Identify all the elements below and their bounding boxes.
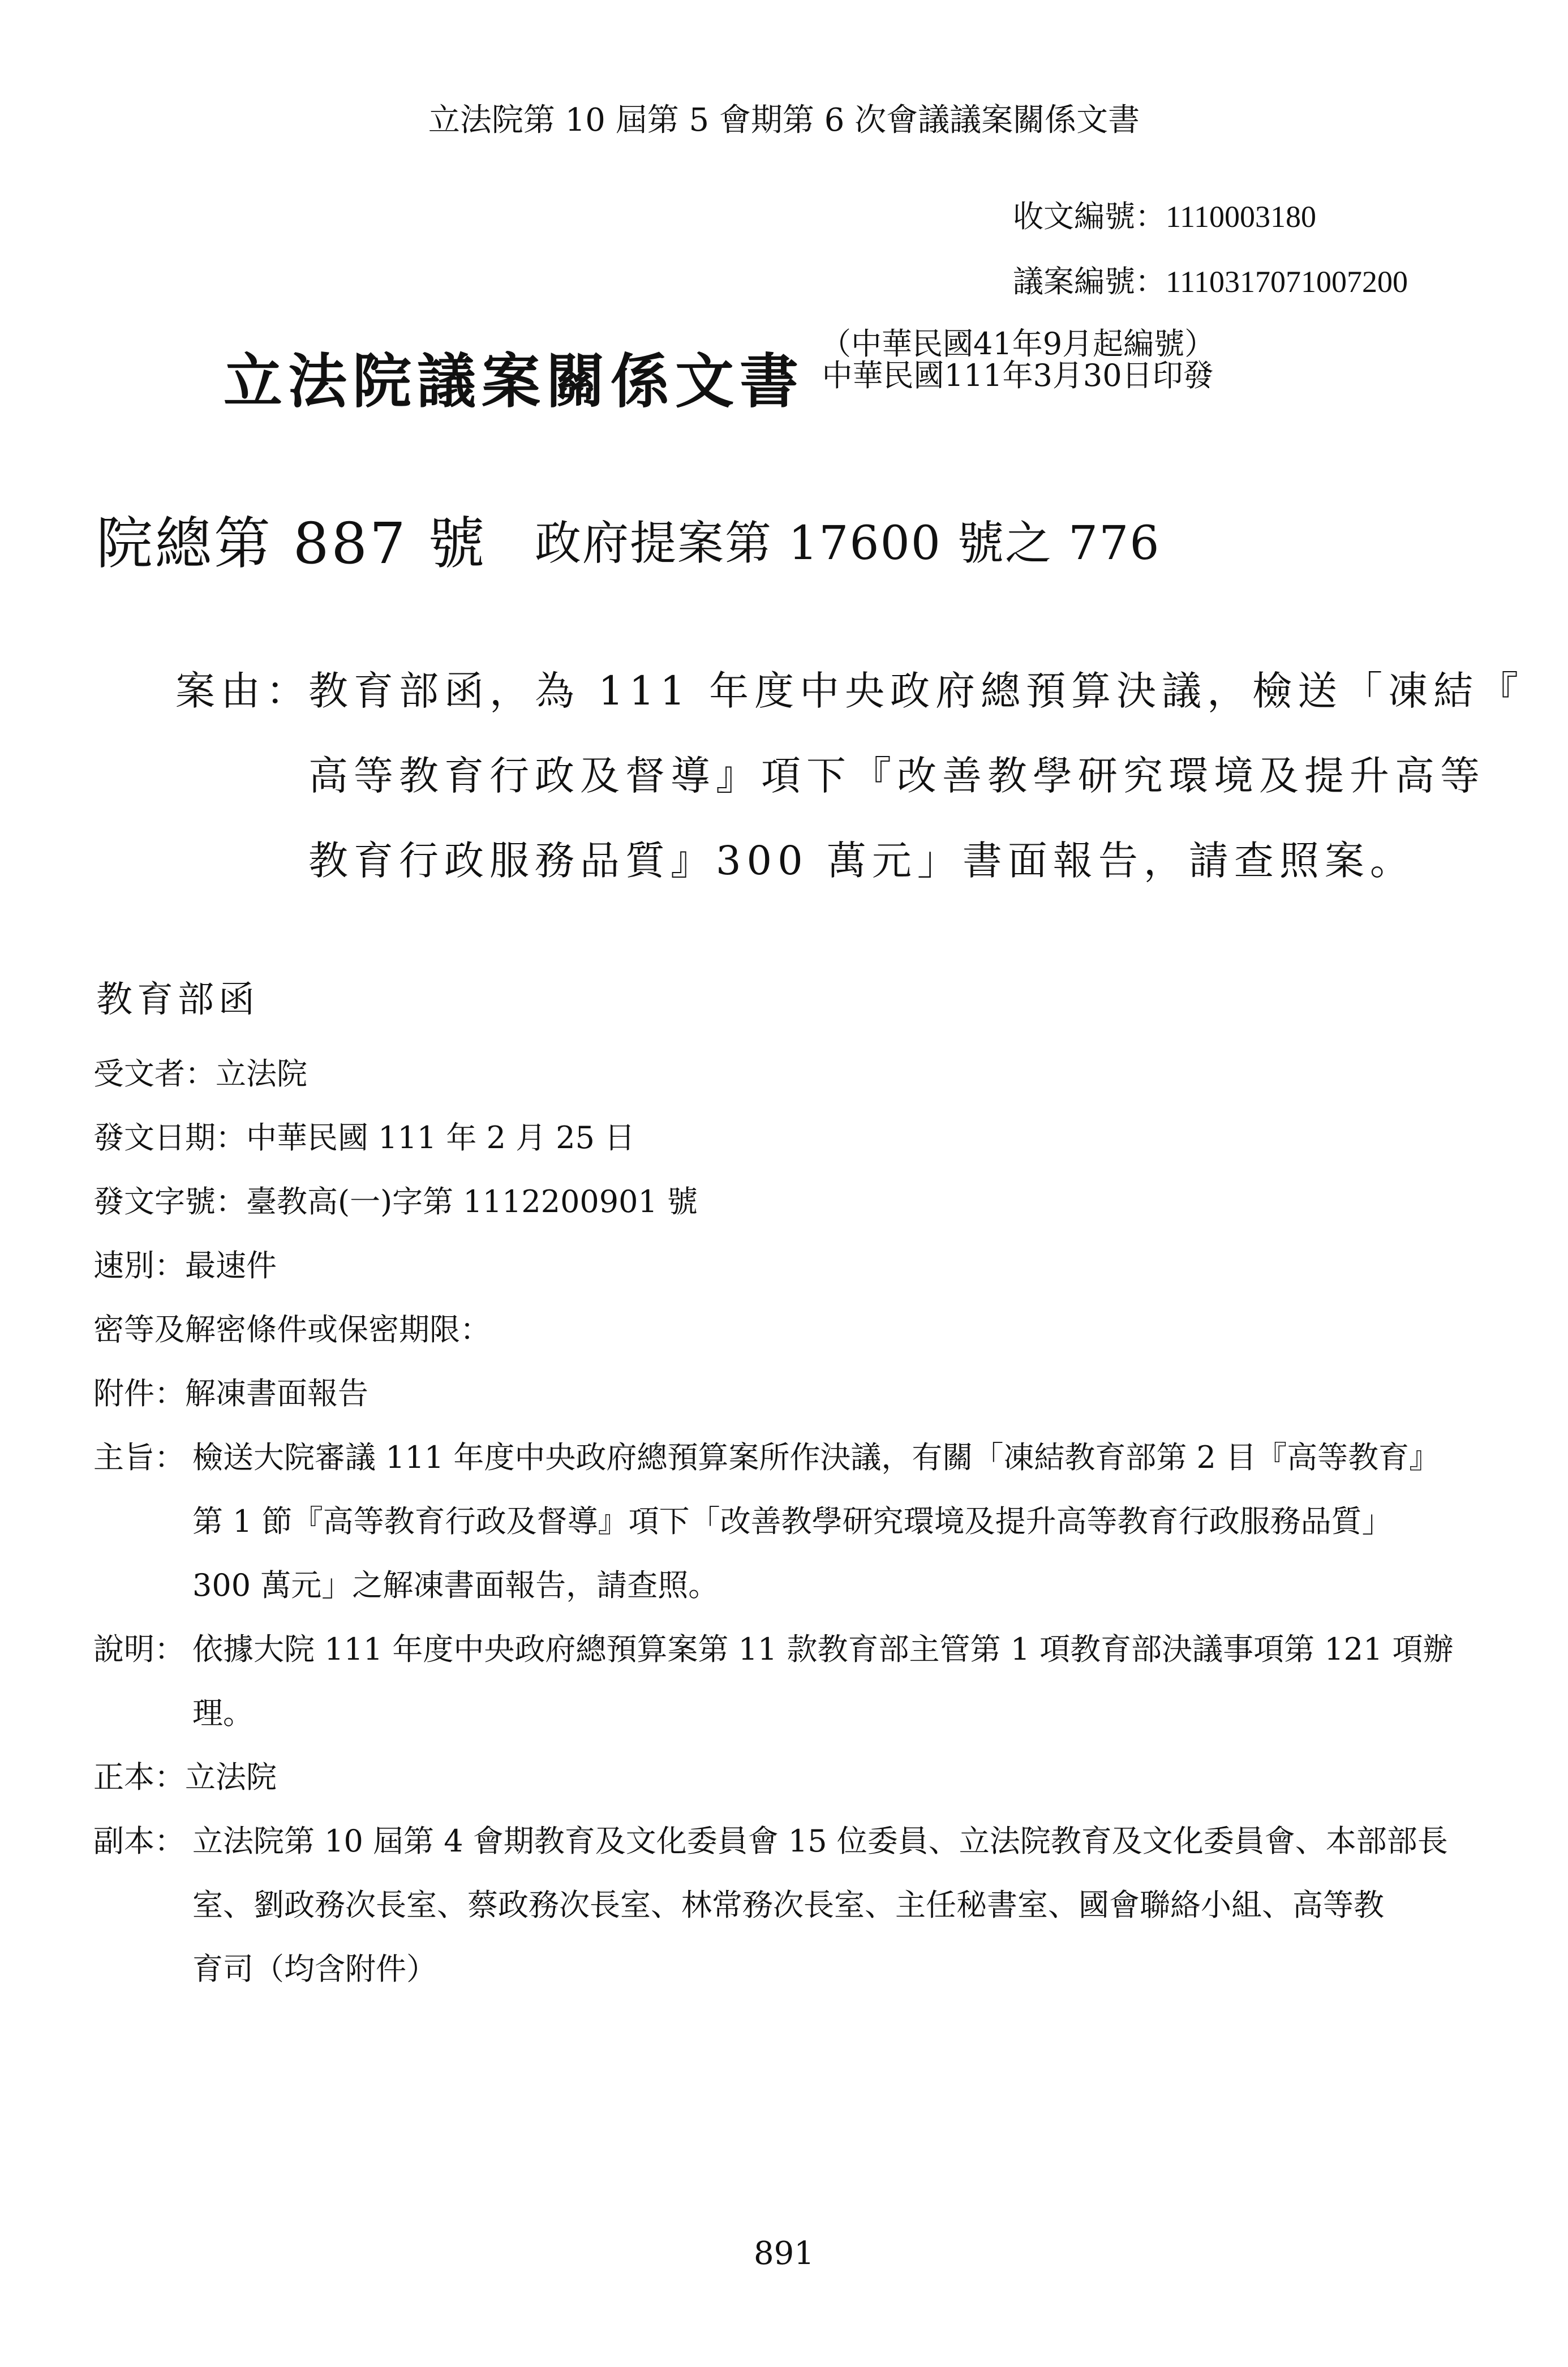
doc-number-field: 發文字號：臺教高(一)字第 1112200901 號 bbox=[93, 1184, 698, 1219]
recipient-field: 受文者：立法院 bbox=[93, 1056, 307, 1092]
attachment-field: 附件：解凍書面報告 bbox=[93, 1376, 368, 1411]
subject-line: 檢送大院審議 111 年度中央政府總預算案所作決議，有關「凍結教育部第 2 目『高等教育』 bbox=[192, 1440, 1440, 1475]
cause-line: 教育行政服務品質』300 萬元」書面報告，請查照案。 bbox=[308, 837, 1415, 884]
page-number: 891 bbox=[754, 2235, 814, 2272]
title-note bbox=[820, 328, 1215, 392]
original-field: 正本：立法院 bbox=[93, 1759, 277, 1795]
bill-number bbox=[1013, 257, 1408, 301]
title-note-print-date: 中華民國111年3月30日印發 bbox=[822, 358, 1214, 393]
subject-line: 第 1 節『高等教育行政及督導』項下「改善教學研究環境及提升高等教育行政服務品質」 bbox=[192, 1503, 1393, 1539]
explanation-line: 理。 bbox=[192, 1695, 254, 1731]
receipt-number-value: 1110003180 bbox=[1166, 200, 1316, 234]
general-serial-number: 院總第 887 號 bbox=[96, 510, 487, 577]
explanation-label: 說明： bbox=[93, 1631, 185, 1667]
proposal-serial-number: 政府提案第 17600 號之 776 bbox=[535, 517, 1161, 570]
subject-line: 300 萬元」之解凍書面報告，請查照。 bbox=[192, 1567, 719, 1603]
cause-line: 高等教育行政及督導』項下『改善教學研究環境及提升高等 bbox=[308, 753, 1485, 799]
cause-line: 教育部函，為 111 年度中央政府總預算決議，檢送「凍結『 bbox=[308, 668, 1524, 714]
copy-line: 室、劉政務次長室、蔡政務次長室、林常務次長室、主任秘書室、國會聯絡小組、高等教 bbox=[192, 1887, 1384, 1923]
copy-label: 副本： bbox=[93, 1823, 185, 1859]
cause-label: 案由： bbox=[175, 668, 311, 714]
copy-line: 立法院第 10 屆第 4 會期教育及文化委員會 15 位委員、立法院教育及文化委員會、本部部長 bbox=[192, 1823, 1448, 1859]
title-note-numbering: （中華民國41年9月起編號） bbox=[820, 326, 1215, 362]
explanation-line: 依據大院 111 年度中央政府總預算案第 11 款教育部主管第 1 項教育部決議事項第 121 項辦 bbox=[192, 1631, 1454, 1667]
copy-line: 育司（均含附件） bbox=[192, 1951, 437, 1987]
running-header: 立法院第 10 屆第 5 會期第 6 次會議議案關係文書 bbox=[428, 102, 1140, 139]
sender-heading: 教育部函 bbox=[96, 979, 259, 1021]
bill-number-label: 議案編號： bbox=[1013, 264, 1166, 299]
speed-field: 速別：最速件 bbox=[93, 1248, 277, 1283]
secrecy-field: 密等及解密條件或保密期限： bbox=[93, 1312, 491, 1347]
document-title: 立法院議案關係文書 bbox=[224, 346, 805, 416]
receipt-number-label: 收文編號： bbox=[1013, 199, 1166, 234]
bill-number-value: 1110317071007200 bbox=[1166, 265, 1408, 299]
subject-label: 主旨： bbox=[93, 1440, 185, 1475]
date-field: 發文日期：中華民國 111 年 2 月 25 日 bbox=[93, 1120, 635, 1155]
receipt-number bbox=[1013, 192, 1316, 236]
